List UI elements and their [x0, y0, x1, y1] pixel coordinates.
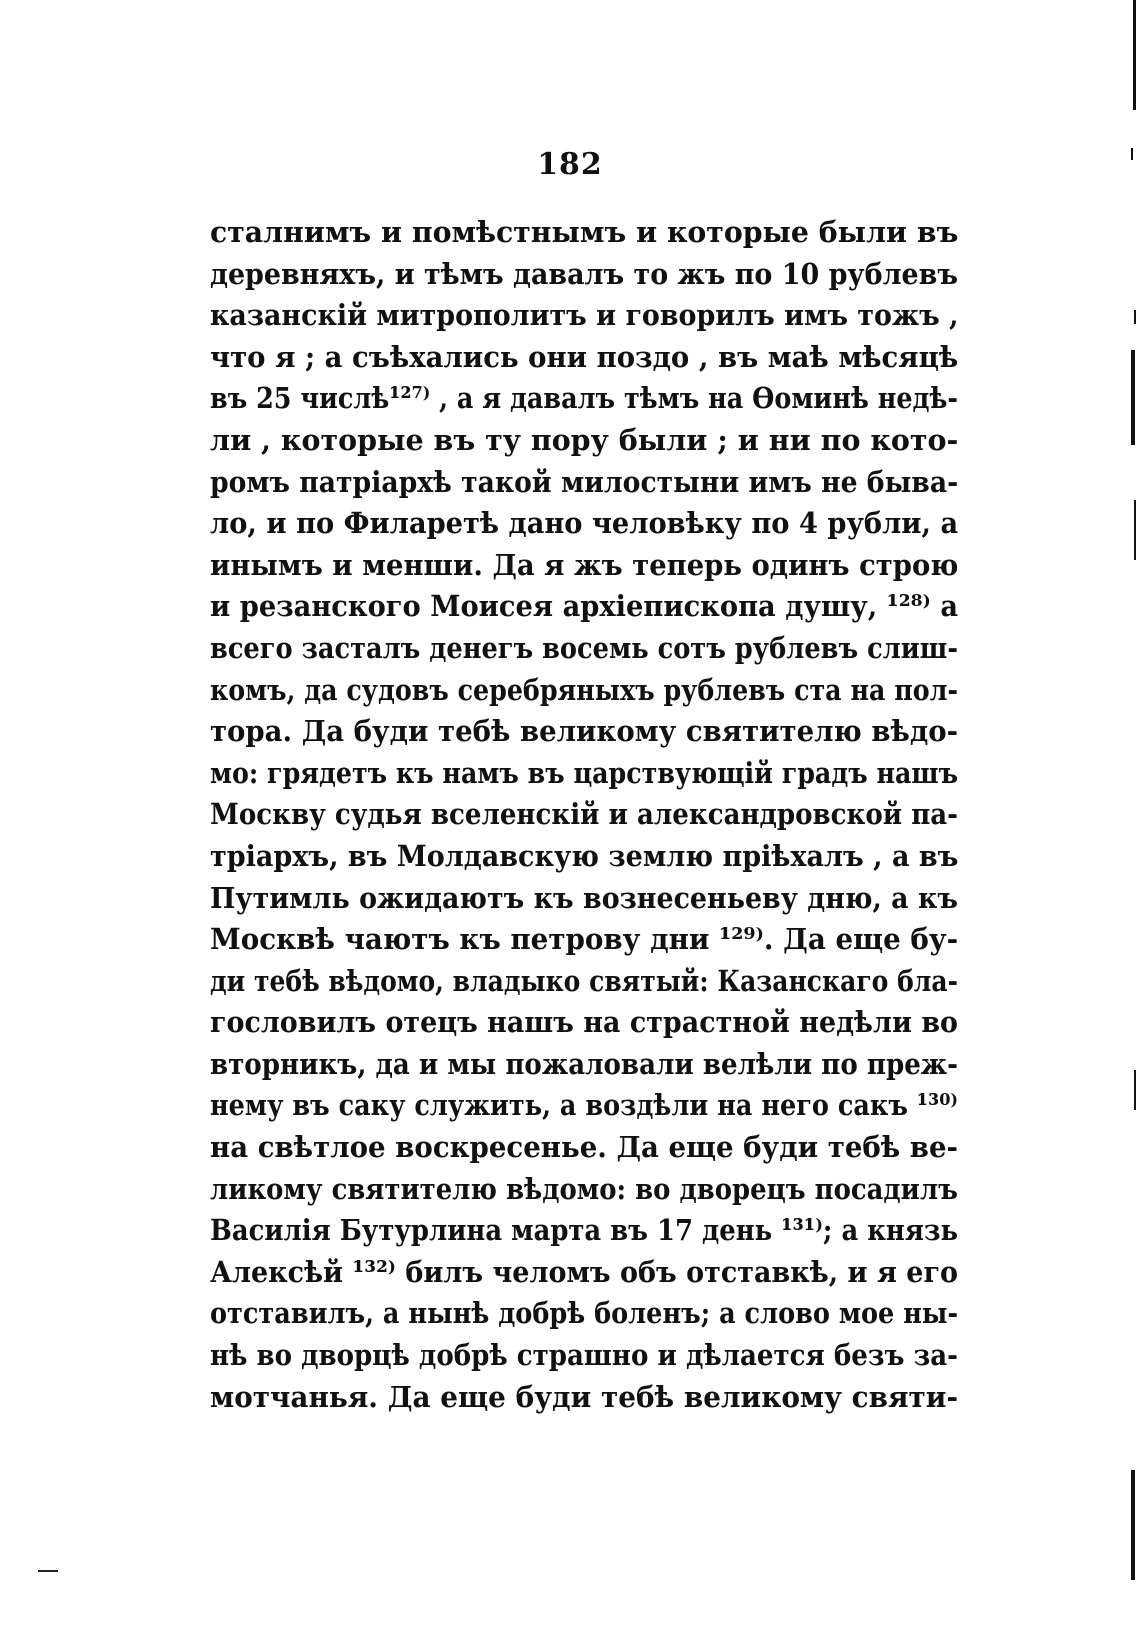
text-line: ди тебѣ вѣдомо, владыко святый: Казанскаго бла- [210, 963, 958, 998]
text-line: мо: грядетъ къ намъ въ царствующій градъ нашъ [210, 755, 958, 790]
text-line: казанскій митрополитъ и говорилъ имъ тожъ , [210, 298, 959, 333]
scan-edge-mark [1133, 0, 1136, 110]
scan-margin-mark [38, 1570, 58, 1572]
text-line: Москвѣ чаютъ къ петрову дни ¹²⁹⁾. Да еще бу- [210, 922, 959, 957]
text-line: ло, и по Филаретѣ дано человѣку по 4 рубли, а [210, 506, 959, 541]
text-line: всего засталъ денегъ восемь сотъ рублевъ слиш- [210, 630, 958, 665]
text-line: ромъ патріархѣ такой милостыни имъ не быва- [210, 464, 959, 499]
text-line: въ 25 числѣ¹²⁷⁾ , а я давалъ тѣмъ на Ѳоминѣ недѣ- [210, 381, 958, 416]
text-line: комъ, да судовъ серебряныхъ рублевъ ста на пол- [210, 672, 958, 707]
text-line: нему въ саку служить, а воздѣли на него сакъ ¹³⁰⁾ [210, 1088, 958, 1123]
body-text [210, 212, 958, 1418]
text-line: гословилъ отецъ нашъ на страстной недѣли во [210, 1005, 958, 1040]
scan-edge-mark [1131, 350, 1135, 445]
text-line: Путимль ожидаютъ къ вознесеньеву дню, а къ [210, 880, 958, 915]
scan-edge-mark [1131, 148, 1133, 160]
text-line: Василія Бутурлина марта въ 17 день ¹³¹⁾; а князь [210, 1213, 958, 1248]
text-line: мотчанья. Да еще буди тебѣ великому святи- [210, 1379, 958, 1414]
text-line: вторникъ, да и мы пожаловали велѣли по преж- [210, 1046, 958, 1081]
text-line: на свѣтлое воскресенье. Да еще буди тебѣ ве- [210, 1130, 958, 1165]
scan-edge-mark [1134, 500, 1136, 560]
scan-edge-mark [1134, 1070, 1136, 1110]
text-line: отставилъ, а нынѣ добрѣ боленъ; а слово мое ны- [210, 1296, 959, 1331]
text-line: Москву судья вселенскій и александровской па- [210, 797, 958, 832]
text-line: сталнимъ и помѣстнымъ и которые были въ [210, 215, 959, 249]
text-line: тріархъ, въ Молдавскую землю пріѣхалъ , а въ [210, 838, 959, 873]
text-line: что я ; а съѣхались они поздо , въ маѣ мѣсяцѣ [210, 339, 959, 374]
page-number: 182 [537, 147, 603, 182]
text-line: ли , которые въ ту пору были ; и ни по кото- [210, 422, 959, 457]
scan-edge-mark [1131, 1470, 1135, 1580]
text-line: ликому святителю вѣдомо: во дворецъ посадилъ [210, 1171, 958, 1206]
text-line: нѣ во дворцѣ добрѣ страшно и дѣлается безъ за- [210, 1338, 958, 1373]
text-line: тора. Да буди тебѣ великому святителю вѣдо- [210, 714, 958, 749]
text-line: деревняхъ, и тѣмъ давалъ то жъ по 10 рублевъ [210, 256, 959, 291]
scan-edge-mark [1134, 310, 1136, 324]
text-line: Алексѣй ¹³²⁾ билъ челомъ объ отставкѣ, и я его [210, 1254, 958, 1289]
text-line: инымъ и менши. Да я жъ теперь одинъ строю [210, 547, 959, 582]
text-line: и резанского Моисея архіепископа душу, ¹²⁸⁾ а [210, 589, 958, 624]
